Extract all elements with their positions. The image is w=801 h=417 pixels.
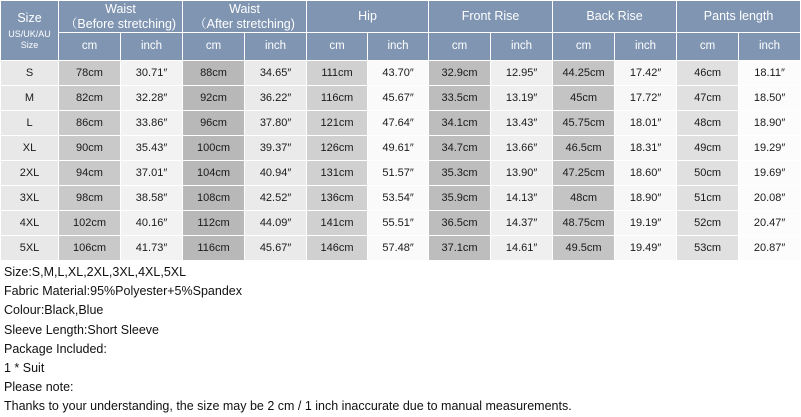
table-row	[1, 61, 801, 86]
cell-length-cm: 52cm	[677, 211, 739, 236]
cell-waist-after-inch: 34.65″	[245, 61, 307, 86]
header-unit-front-cm: cm	[429, 33, 491, 61]
cell-front-cm: 36.5cm	[429, 211, 491, 236]
cell-front-inch: 13.19″	[491, 86, 553, 111]
note-measurement-disclaimer: Thanks to your understanding, the size may be 2 cm / 1 inch inaccurate due to manual measurements.	[4, 399, 572, 414]
cell-length-cm: 49cm	[677, 136, 739, 161]
cell-waist-before-cm: 86cm	[59, 111, 121, 136]
cell-length-inch: 18.11″	[739, 61, 801, 86]
header-size-label: Size	[17, 10, 42, 25]
cell-hip-cm: 116cm	[307, 86, 368, 111]
cell-back-inch: 17.42″	[615, 61, 677, 86]
cell-waist-before-cm: 98cm	[59, 186, 121, 211]
cell-front-inch: 14.37″	[491, 211, 553, 236]
cell-length-cm: 46cm	[677, 61, 739, 86]
table-row	[1, 86, 801, 111]
note-package-contents: 1 * Suit	[4, 361, 45, 376]
cell-length-cm: 53cm	[677, 236, 739, 261]
cell-hip-cm: 111cm	[307, 61, 368, 86]
cell-size: M	[1, 86, 59, 111]
note-fabric-material: Fabric Material:95%Polyester+5%Spandex	[4, 284, 242, 299]
cell-back-inch: 18.01″	[615, 111, 677, 136]
cell-waist-after-cm: 112cm	[183, 211, 245, 236]
cell-hip-inch: 47.64″	[368, 111, 429, 136]
cell-length-inch: 20.08″	[739, 186, 801, 211]
header-unit-length-cm: cm	[677, 33, 739, 61]
cell-size: 3XL	[1, 186, 59, 211]
product-notes	[0, 261, 800, 417]
header-waist-after-line2: （After stretching)	[194, 16, 295, 31]
header-waist-before-line2: （Before stretching)	[64, 16, 177, 31]
cell-front-cm: 32.9cm	[429, 61, 491, 86]
cell-back-inch: 18.90″	[615, 186, 677, 211]
cell-hip-cm: 141cm	[307, 211, 368, 236]
header-front-rise: Front Rise	[429, 1, 553, 33]
cell-waist-after-cm: 116cm	[183, 236, 245, 261]
header-unit-waist-after-cm: cm	[183, 33, 245, 61]
cell-back-cm: 45.75cm	[553, 111, 615, 136]
note-package-included: Package Included:	[4, 341, 107, 356]
cell-back-cm: 47.25cm	[553, 161, 615, 186]
cell-waist-after-cm: 92cm	[183, 86, 245, 111]
cell-waist-before-cm: 78cm	[59, 61, 121, 86]
header-unit-waist-after-inch: inch	[245, 33, 307, 61]
cell-back-cm: 45cm	[553, 86, 615, 111]
cell-back-inch: 19.49″	[615, 236, 677, 261]
cell-waist-after-cm: 88cm	[183, 61, 245, 86]
cell-hip-inch: 57.48″	[368, 236, 429, 261]
header-unit-back-inch: inch	[615, 33, 677, 61]
cell-waist-after-inch: 45.67″	[245, 236, 307, 261]
cell-waist-after-cm: 100cm	[183, 136, 245, 161]
header-unit-waist-before-cm: cm	[59, 33, 121, 61]
cell-waist-before-inch: 35.43″	[121, 136, 183, 161]
header-unit-hip-inch: inch	[368, 33, 429, 61]
cell-back-cm: 48cm	[553, 186, 615, 211]
cell-front-cm: 34.1cm	[429, 111, 491, 136]
cell-hip-inch: 53.54″	[368, 186, 429, 211]
cell-waist-after-inch: 39.37″	[245, 136, 307, 161]
cell-front-inch: 12.95″	[491, 61, 553, 86]
header-unit-back-cm: cm	[553, 33, 615, 61]
cell-front-cm: 34.7cm	[429, 136, 491, 161]
cell-hip-cm: 126cm	[307, 136, 368, 161]
table-row	[1, 211, 801, 236]
header-back-rise: Back Rise	[553, 1, 677, 33]
cell-size: S	[1, 61, 59, 86]
cell-front-cm: 33.5cm	[429, 86, 491, 111]
cell-waist-before-cm: 102cm	[59, 211, 121, 236]
table-row	[1, 186, 801, 211]
cell-hip-cm: 121cm	[307, 111, 368, 136]
cell-front-cm: 37.1cm	[429, 236, 491, 261]
cell-length-inch: 19.69″	[739, 161, 801, 186]
cell-waist-after-inch: 36.22″	[245, 86, 307, 111]
cell-length-inch: 19.29″	[739, 136, 801, 161]
cell-waist-before-inch: 38.58″	[121, 186, 183, 211]
cell-waist-before-inch: 32.28″	[121, 86, 183, 111]
header-unit-hip-cm: cm	[307, 33, 368, 61]
note-size: Size:S,M,L,XL,2XL,3XL,4XL,5XL	[4, 265, 187, 279]
header-unit-waist-before-inch: inch	[121, 33, 183, 61]
header-waist-before-line1: Waist	[105, 1, 136, 16]
cell-waist-after-cm: 104cm	[183, 161, 245, 186]
cell-back-cm: 44.25cm	[553, 61, 615, 86]
cell-length-inch: 20.47″	[739, 211, 801, 236]
cell-back-cm: 46.5cm	[553, 136, 615, 161]
cell-hip-cm: 136cm	[307, 186, 368, 211]
cell-front-cm: 35.3cm	[429, 161, 491, 186]
table-row	[1, 161, 801, 186]
cell-size: 2XL	[1, 161, 59, 186]
cell-waist-before-cm: 82cm	[59, 86, 121, 111]
cell-length-inch: 18.50″	[739, 86, 801, 111]
cell-hip-inch: 45.67″	[368, 86, 429, 111]
cell-hip-cm: 131cm	[307, 161, 368, 186]
cell-hip-inch: 55.51″	[368, 211, 429, 236]
cell-back-inch: 17.72″	[615, 86, 677, 111]
cell-hip-inch: 51.57″	[368, 161, 429, 186]
cell-waist-before-inch: 40.16″	[121, 211, 183, 236]
header-size	[1, 1, 59, 61]
cell-size: XL	[1, 136, 59, 161]
cell-back-cm: 48.75cm	[553, 211, 615, 236]
cell-front-inch: 14.13″	[491, 186, 553, 211]
cell-back-inch: 19.19″	[615, 211, 677, 236]
cell-hip-cm: 146cm	[307, 236, 368, 261]
cell-length-cm: 51cm	[677, 186, 739, 211]
cell-waist-after-cm: 96cm	[183, 111, 245, 136]
cell-back-cm: 49.5cm	[553, 236, 615, 261]
cell-waist-after-inch: 40.94″	[245, 161, 307, 186]
cell-size: L	[1, 111, 59, 136]
table-header-groups	[1, 1, 801, 33]
table-row	[1, 236, 801, 261]
table-row	[1, 136, 801, 161]
cell-hip-inch: 49.61″	[368, 136, 429, 161]
cell-back-inch: 18.31″	[615, 136, 677, 161]
cell-length-cm: 47cm	[677, 86, 739, 111]
cell-waist-before-cm: 90cm	[59, 136, 121, 161]
cell-front-inch: 14.61″	[491, 236, 553, 261]
table-header-units	[1, 33, 801, 61]
cell-waist-before-inch: 33.86″	[121, 111, 183, 136]
header-waist-after-line1: Waist	[229, 1, 260, 16]
cell-length-inch: 18.90″	[739, 111, 801, 136]
table-row	[1, 111, 801, 136]
cell-back-inch: 18.60″	[615, 161, 677, 186]
cell-length-cm: 48cm	[677, 111, 739, 136]
cell-front-inch: 13.90″	[491, 161, 553, 186]
header-unit-front-inch: inch	[491, 33, 553, 61]
header-waist-before	[59, 1, 183, 33]
cell-hip-inch: 43.70″	[368, 61, 429, 86]
cell-waist-before-inch: 41.73″	[121, 236, 183, 261]
header-unit-length-inch: inch	[739, 33, 801, 61]
header-hip: Hip	[307, 1, 429, 33]
cell-waist-before-cm: 106cm	[59, 236, 121, 261]
header-waist-after	[183, 1, 307, 33]
cell-waist-before-cm: 94cm	[59, 161, 121, 186]
cell-size: 5XL	[1, 236, 59, 261]
cell-front-cm: 35.9cm	[429, 186, 491, 211]
cell-waist-before-inch: 37.01″	[121, 161, 183, 186]
header-size-sub-line2: Size	[20, 39, 39, 50]
cell-waist-after-inch: 42.52″	[245, 186, 307, 211]
cell-waist-before-inch: 30.71″	[121, 61, 183, 86]
cell-size: 4XL	[1, 211, 59, 236]
cell-front-inch: 13.43″	[491, 111, 553, 136]
cell-waist-after-inch: 44.09″	[245, 211, 307, 236]
header-size-sub-line1: US/UK/AU	[8, 28, 51, 39]
cell-length-inch: 20.87″	[739, 236, 801, 261]
note-colour: Colour:Black,Blue	[4, 303, 104, 318]
cell-waist-after-inch: 37.80″	[245, 111, 307, 136]
header-pants-length: Pants length	[677, 1, 801, 33]
cell-front-inch: 13.66″	[491, 136, 553, 161]
note-please-note: Please note:	[4, 380, 74, 395]
note-sleeve-length: Sleeve Length:Short Sleeve	[4, 322, 159, 337]
cell-length-cm: 50cm	[677, 161, 739, 186]
cell-waist-after-cm: 108cm	[183, 186, 245, 211]
